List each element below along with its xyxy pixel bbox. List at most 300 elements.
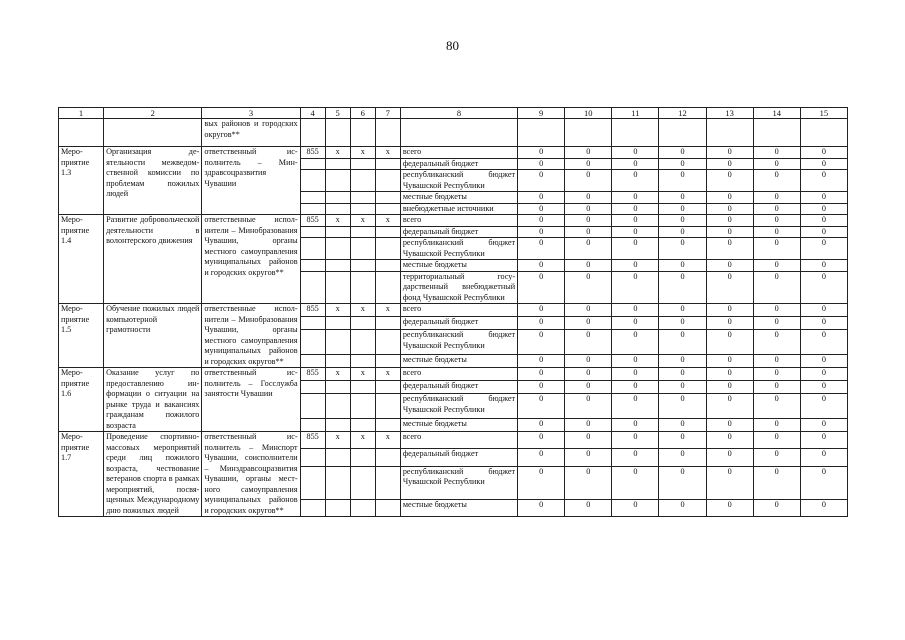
empty-cell — [375, 499, 400, 516]
value-cell: 0 — [518, 317, 565, 330]
value-cell: 0 — [659, 354, 706, 367]
value-cell: 0 — [753, 317, 800, 330]
event-title: Проведение спортивно-массовых мероприятий среди лиц пожилого возраста, чествование ветеранов спорта в рамках мероприятий, посвященных Международному дню пожилых людей — [104, 432, 202, 517]
funding-source: республиканский бюджет Чувашской Республики — [400, 394, 517, 419]
empty-cell — [350, 466, 375, 499]
empty-cell — [104, 119, 202, 147]
value-cell: 0 — [800, 394, 847, 419]
funding-source: внебюджетные источники — [400, 203, 517, 215]
funding-source: всего — [400, 147, 517, 159]
value-cell: 0 — [612, 432, 659, 449]
empty-cell — [565, 119, 612, 147]
value-cell: 0 — [800, 226, 847, 238]
funding-source: республиканский бюджет Чувашской Республики — [400, 238, 517, 260]
empty-cell — [300, 158, 325, 170]
funding-source: федеральный бюджет — [400, 226, 517, 238]
empty-cell — [350, 238, 375, 260]
value-cell: 0 — [518, 215, 565, 227]
value-cell: 0 — [612, 499, 659, 516]
value-cell: 0 — [659, 394, 706, 419]
code-cell: 855 — [300, 304, 325, 317]
column-header: 9 — [518, 108, 565, 119]
code-cell: x — [375, 432, 400, 449]
funding-source: местные бюджеты — [400, 418, 517, 431]
value-cell: 0 — [800, 215, 847, 227]
value-cell: 0 — [565, 381, 612, 394]
value-cell: 0 — [706, 394, 753, 419]
empty-cell — [375, 449, 400, 466]
empty-cell — [300, 499, 325, 516]
column-header: 6 — [350, 108, 375, 119]
code-cell: x — [325, 147, 350, 159]
value-cell: 0 — [659, 368, 706, 381]
value-cell: 0 — [612, 381, 659, 394]
empty-cell — [350, 260, 375, 272]
value-cell: 0 — [565, 368, 612, 381]
code-cell: 855 — [300, 215, 325, 227]
code-cell: x — [325, 304, 350, 317]
event-title: Оказание услуг по предоставлению информации о ситуации на рынке труда и вакансиях гражданам пожилого возраста — [104, 368, 202, 432]
value-cell: 0 — [800, 304, 847, 317]
funding-source: местные бюджеты — [400, 192, 517, 204]
value-cell: 0 — [612, 238, 659, 260]
column-header: 11 — [612, 108, 659, 119]
value-cell: 0 — [800, 317, 847, 330]
value-cell: 0 — [659, 330, 706, 355]
column-header: 7 — [375, 108, 400, 119]
column-header: 2 — [104, 108, 202, 119]
empty-cell — [300, 330, 325, 355]
value-cell: 0 — [518, 226, 565, 238]
value-cell: 0 — [565, 192, 612, 204]
empty-cell — [300, 466, 325, 499]
value-cell: 0 — [565, 203, 612, 215]
value-cell: 0 — [659, 215, 706, 227]
value-cell: 0 — [518, 304, 565, 317]
code-cell: x — [375, 215, 400, 227]
funding-source: федеральный бюджет — [400, 317, 517, 330]
value-cell: 0 — [518, 354, 565, 367]
value-cell: 0 — [612, 192, 659, 204]
funding-source: республиканский бюджет Чувашской Республики — [400, 466, 517, 499]
value-cell: 0 — [706, 260, 753, 272]
column-header: 1 — [59, 108, 104, 119]
event-number: Мероприятие 1.5 — [59, 304, 104, 368]
funding-source: федеральный бюджет — [400, 158, 517, 170]
value-cell: 0 — [706, 215, 753, 227]
funding-source: федеральный бюджет — [400, 449, 517, 466]
value-cell: 0 — [518, 260, 565, 272]
value-cell: 0 — [565, 304, 612, 317]
value-cell: 0 — [612, 158, 659, 170]
value-cell: 0 — [753, 215, 800, 227]
funding-source: республиканский бюджет Чувашской Республики — [400, 330, 517, 355]
executor-cell: ответственные исполнители – Минобразования Чувашии, органы местного самоуправления муниципальных районов и городских округов** — [202, 304, 300, 368]
empty-cell — [325, 394, 350, 419]
value-cell: 0 — [753, 192, 800, 204]
value-cell: 0 — [659, 304, 706, 317]
value-cell: 0 — [753, 499, 800, 516]
empty-cell — [350, 226, 375, 238]
value-cell: 0 — [706, 158, 753, 170]
empty-cell — [350, 354, 375, 367]
value-cell: 0 — [753, 260, 800, 272]
value-cell: 0 — [612, 317, 659, 330]
funding-source: всего — [400, 215, 517, 227]
value-cell: 0 — [706, 170, 753, 192]
event-title: Обучение пожилых людей компьютерной грамотности — [104, 304, 202, 368]
empty-cell — [350, 418, 375, 431]
funding-source: республиканский бюджет Чувашской Республики — [400, 170, 517, 192]
value-cell: 0 — [659, 381, 706, 394]
empty-cell — [300, 119, 325, 147]
value-cell: 0 — [800, 354, 847, 367]
value-cell: 0 — [706, 317, 753, 330]
value-cell: 0 — [612, 330, 659, 355]
value-cell: 0 — [753, 158, 800, 170]
value-cell: 0 — [753, 147, 800, 159]
value-cell: 0 — [800, 449, 847, 466]
value-cell: 0 — [612, 203, 659, 215]
value-cell: 0 — [659, 499, 706, 516]
funding-source: федеральный бюджет — [400, 381, 517, 394]
value-cell: 0 — [565, 466, 612, 499]
value-cell: 0 — [800, 368, 847, 381]
event-number: Мероприятие 1.6 — [59, 368, 104, 432]
empty-cell — [325, 499, 350, 516]
empty-cell — [325, 418, 350, 431]
value-cell: 0 — [800, 499, 847, 516]
value-cell: 0 — [518, 147, 565, 159]
empty-cell — [300, 203, 325, 215]
empty-cell — [350, 119, 375, 147]
value-cell: 0 — [518, 418, 565, 431]
empty-cell — [350, 499, 375, 516]
value-cell: 0 — [612, 147, 659, 159]
value-cell: 0 — [706, 192, 753, 204]
value-cell: 0 — [753, 304, 800, 317]
value-cell: 0 — [565, 158, 612, 170]
value-cell: 0 — [659, 203, 706, 215]
empty-cell — [300, 260, 325, 272]
empty-cell — [325, 260, 350, 272]
empty-cell — [753, 119, 800, 147]
value-cell: 0 — [753, 354, 800, 367]
value-cell: 0 — [659, 449, 706, 466]
code-cell: x — [325, 368, 350, 381]
value-cell: 0 — [612, 449, 659, 466]
value-cell: 0 — [800, 158, 847, 170]
value-cell: 0 — [565, 238, 612, 260]
value-cell: 0 — [659, 238, 706, 260]
funding-table — [58, 107, 848, 517]
column-header: 3 — [202, 108, 300, 119]
empty-cell — [300, 394, 325, 419]
empty-cell — [375, 271, 400, 304]
funding-source: всего — [400, 304, 517, 317]
empty-cell — [375, 238, 400, 260]
value-cell: 0 — [800, 260, 847, 272]
empty-cell — [659, 119, 706, 147]
value-cell: 0 — [565, 499, 612, 516]
column-header: 14 — [753, 108, 800, 119]
executor-cell: ответственный исполнитель – Минздравсоцразвития Чувашии — [202, 147, 300, 215]
empty-cell — [350, 381, 375, 394]
column-header: 13 — [706, 108, 753, 119]
value-cell: 0 — [753, 418, 800, 431]
value-cell: 0 — [706, 499, 753, 516]
value-cell: 0 — [706, 226, 753, 238]
empty-cell — [375, 203, 400, 215]
value-cell: 0 — [518, 271, 565, 304]
value-cell: 0 — [612, 226, 659, 238]
value-cell: 0 — [612, 394, 659, 419]
empty-cell — [325, 317, 350, 330]
empty-cell — [325, 192, 350, 204]
value-cell: 0 — [659, 260, 706, 272]
empty-cell — [325, 330, 350, 355]
value-cell: 0 — [800, 147, 847, 159]
value-cell: 0 — [753, 449, 800, 466]
value-cell: 0 — [565, 147, 612, 159]
value-cell: 0 — [659, 158, 706, 170]
value-cell: 0 — [800, 170, 847, 192]
value-cell: 0 — [706, 432, 753, 449]
value-cell: 0 — [753, 271, 800, 304]
value-cell: 0 — [518, 192, 565, 204]
value-cell: 0 — [612, 418, 659, 431]
value-cell: 0 — [753, 238, 800, 260]
value-cell: 0 — [800, 330, 847, 355]
code-cell: 855 — [300, 432, 325, 449]
value-cell: 0 — [800, 418, 847, 431]
value-cell: 0 — [706, 381, 753, 394]
code-cell: x — [325, 432, 350, 449]
value-cell: 0 — [706, 271, 753, 304]
value-cell: 0 — [800, 192, 847, 204]
value-cell: 0 — [612, 304, 659, 317]
value-cell: 0 — [659, 226, 706, 238]
empty-cell — [325, 271, 350, 304]
value-cell: 0 — [753, 394, 800, 419]
empty-cell — [325, 226, 350, 238]
value-cell: 0 — [706, 203, 753, 215]
empty-cell — [300, 226, 325, 238]
empty-cell — [375, 381, 400, 394]
value-cell: 0 — [518, 158, 565, 170]
empty-cell — [400, 119, 517, 147]
value-cell: 0 — [518, 170, 565, 192]
empty-cell — [325, 119, 350, 147]
empty-cell — [375, 418, 400, 431]
empty-cell — [350, 271, 375, 304]
code-cell: 855 — [300, 368, 325, 381]
funding-source: местные бюджеты — [400, 260, 517, 272]
value-cell: 0 — [565, 354, 612, 367]
empty-cell — [375, 119, 400, 147]
value-cell: 0 — [518, 368, 565, 381]
code-cell: x — [350, 215, 375, 227]
table-row — [59, 368, 848, 381]
executor-cell: ответственный исполнитель – Госслужба занятости Чувашии — [202, 368, 300, 432]
value-cell: 0 — [565, 260, 612, 272]
value-cell: 0 — [706, 449, 753, 466]
value-cell: 0 — [518, 381, 565, 394]
value-cell: 0 — [565, 170, 612, 192]
value-cell: 0 — [565, 418, 612, 431]
value-cell: 0 — [518, 432, 565, 449]
value-cell: 0 — [612, 354, 659, 367]
value-cell: 0 — [612, 170, 659, 192]
header-row — [59, 108, 848, 119]
value-cell: 0 — [518, 330, 565, 355]
table-row — [59, 432, 848, 449]
empty-cell — [375, 317, 400, 330]
value-cell: 0 — [565, 226, 612, 238]
value-cell: 0 — [706, 330, 753, 355]
column-header: 8 — [400, 108, 517, 119]
empty-cell — [325, 381, 350, 394]
value-cell: 0 — [612, 260, 659, 272]
value-cell: 0 — [565, 330, 612, 355]
empty-cell — [375, 260, 400, 272]
value-cell: 0 — [659, 466, 706, 499]
empty-cell — [375, 394, 400, 419]
value-cell: 0 — [800, 432, 847, 449]
code-cell: 855 — [300, 147, 325, 159]
value-cell: 0 — [659, 271, 706, 304]
value-cell: 0 — [612, 368, 659, 381]
funding-source: территориальный государственный внебюджетный фонд Чувашской Республики — [400, 271, 517, 304]
empty-cell — [706, 119, 753, 147]
value-cell: 0 — [800, 271, 847, 304]
value-cell: 0 — [753, 226, 800, 238]
empty-cell — [325, 170, 350, 192]
value-cell: 0 — [659, 432, 706, 449]
column-header: 5 — [325, 108, 350, 119]
code-cell: x — [350, 368, 375, 381]
empty-cell — [612, 119, 659, 147]
value-cell: 0 — [612, 466, 659, 499]
value-cell: 0 — [753, 432, 800, 449]
event-title: Развитие добровольческой деятельности в волонтерского движения — [104, 215, 202, 304]
value-cell: 0 — [518, 394, 565, 419]
empty-cell — [375, 170, 400, 192]
value-cell: 0 — [565, 271, 612, 304]
empty-cell — [300, 238, 325, 260]
value-cell: 0 — [706, 238, 753, 260]
value-cell: 0 — [753, 381, 800, 394]
executor-cell: вых районов и городских округов** — [202, 119, 300, 147]
empty-cell — [300, 271, 325, 304]
value-cell: 0 — [518, 466, 565, 499]
value-cell: 0 — [753, 466, 800, 499]
event-number: Мероприятие 1.7 — [59, 432, 104, 517]
funding-source: всего — [400, 432, 517, 449]
empty-cell — [300, 381, 325, 394]
empty-cell — [350, 394, 375, 419]
empty-cell — [350, 158, 375, 170]
empty-cell — [375, 466, 400, 499]
value-cell: 0 — [706, 354, 753, 367]
code-cell: x — [350, 432, 375, 449]
value-cell: 0 — [565, 317, 612, 330]
value-cell: 0 — [753, 330, 800, 355]
empty-cell — [325, 466, 350, 499]
value-cell: 0 — [612, 215, 659, 227]
empty-cell — [350, 449, 375, 466]
value-cell: 0 — [800, 466, 847, 499]
value-cell: 0 — [659, 317, 706, 330]
value-cell: 0 — [753, 368, 800, 381]
empty-cell — [350, 317, 375, 330]
empty-cell — [350, 192, 375, 204]
value-cell: 0 — [565, 449, 612, 466]
funding-source: всего — [400, 368, 517, 381]
page-number: 80 — [446, 38, 459, 53]
empty-cell — [300, 317, 325, 330]
empty-cell — [325, 158, 350, 170]
empty-cell — [325, 449, 350, 466]
column-header: 4 — [300, 108, 325, 119]
funding-source: местные бюджеты — [400, 354, 517, 367]
event-number: Мероприятие 1.3 — [59, 147, 104, 215]
value-cell: 0 — [753, 170, 800, 192]
empty-cell — [350, 330, 375, 355]
value-cell: 0 — [706, 418, 753, 431]
empty-cell — [518, 119, 565, 147]
value-cell: 0 — [518, 499, 565, 516]
continuation-row — [59, 119, 848, 147]
value-cell: 0 — [800, 381, 847, 394]
value-cell: 0 — [518, 238, 565, 260]
empty-cell — [59, 119, 104, 147]
value-cell: 0 — [518, 449, 565, 466]
executor-cell: ответственные исполнители – Минобразования Чувашии, органы местного самоуправления муниципальных районов и городских округов** — [202, 215, 300, 304]
empty-cell — [375, 330, 400, 355]
value-cell: 0 — [706, 304, 753, 317]
empty-cell — [300, 449, 325, 466]
value-cell: 0 — [706, 368, 753, 381]
code-cell: x — [375, 368, 400, 381]
empty-cell — [350, 170, 375, 192]
value-cell: 0 — [612, 271, 659, 304]
column-header: 10 — [565, 108, 612, 119]
empty-cell — [375, 226, 400, 238]
empty-cell — [325, 354, 350, 367]
empty-cell — [325, 203, 350, 215]
value-cell: 0 — [800, 203, 847, 215]
empty-cell — [375, 158, 400, 170]
empty-cell — [300, 192, 325, 204]
table-row — [59, 215, 848, 227]
code-cell: x — [350, 304, 375, 317]
empty-cell — [350, 203, 375, 215]
value-cell: 0 — [753, 203, 800, 215]
executor-cell: ответственный исполнитель – Минспорт Чувашии, соисполнители – Минздравсоцразвития Чувашии, органы местного самоуправления муниципальных районов и городских округов** — [202, 432, 300, 517]
value-cell: 0 — [800, 238, 847, 260]
value-cell: 0 — [659, 170, 706, 192]
column-header: 12 — [659, 108, 706, 119]
value-cell: 0 — [706, 147, 753, 159]
value-cell: 0 — [565, 432, 612, 449]
column-header: 15 — [800, 108, 847, 119]
table-row — [59, 147, 848, 159]
event-title: Организация деятельности межведомственной комиссии по проблемам пожилых людей — [104, 147, 202, 215]
code-cell: x — [375, 147, 400, 159]
value-cell: 0 — [565, 215, 612, 227]
empty-cell — [300, 418, 325, 431]
